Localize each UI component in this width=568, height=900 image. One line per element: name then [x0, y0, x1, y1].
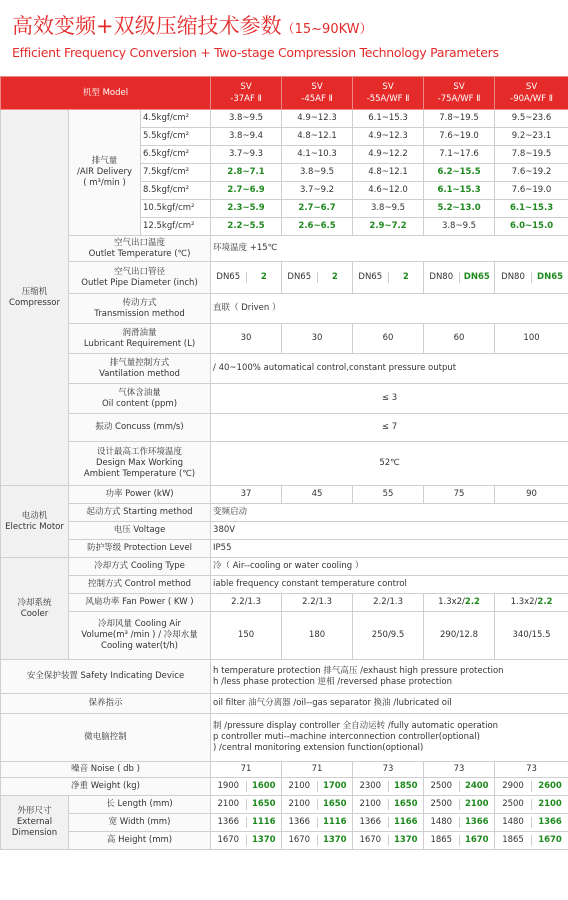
dimension-length-cell: [211, 796, 282, 814]
cooling-air-value: 180: [282, 612, 353, 660]
transmission-label: [69, 294, 211, 324]
outlet-pipe-cell-a: DN65: [358, 272, 383, 282]
air-delivery-value: 7.8~19.5: [495, 146, 568, 164]
dimension-length-cell-split: [211, 799, 281, 810]
motor-protection-label: 防护等级 Protection Level: [69, 540, 211, 558]
dimension-length-cell-b: 1650: [388, 799, 424, 810]
dimension-length-cell-b: 2100: [531, 799, 568, 810]
motor-power-value: 90: [495, 486, 568, 504]
fan-power-alt: 2.2: [464, 597, 480, 607]
cooling-air-label-line: Volume(m³ /min ) / 冷却水量: [81, 630, 198, 640]
dimension-length-cell-a: 2100: [288, 799, 311, 809]
air-delivery-value: 2.2~5.5: [211, 218, 282, 236]
air-delivery-value: 3.8~9.5: [211, 110, 282, 128]
model-column-header: [353, 77, 424, 110]
cooling-air-value: 250/9.5: [353, 612, 424, 660]
fan-power-label: 风扇功率 Fan Power ( KW ): [69, 594, 211, 612]
dimension-width-cell-b: 1166: [388, 817, 424, 828]
motor-starting-value: 变频启动: [211, 504, 568, 522]
outlet-pipe-label-line: 空气出口管径: [114, 266, 166, 277]
concuss-value: ≤ 7: [211, 414, 568, 442]
microcomputer-value-line: 制 /pressure display controller 全自动运转 /fully automatic operation: [213, 721, 499, 731]
outlet-pipe-cell-a: DN80: [501, 272, 525, 282]
outlet-pipe-cell: [353, 262, 424, 294]
transmission-label-line: 传动方式: [122, 297, 157, 308]
model-column-header-line: -90A/WF Ⅱ: [510, 94, 553, 104]
outlet-pipe-cell-split: [211, 272, 281, 283]
fan-power-value: [282, 594, 353, 612]
noise-value: 73: [353, 762, 424, 778]
dimension-length-cell: [495, 796, 568, 814]
model-column-header-line: -45AF Ⅱ: [301, 94, 333, 104]
model-column-header: [495, 77, 568, 110]
dimension-height-cell: [424, 832, 495, 850]
dimension-height-label: 高 Height (mm): [69, 832, 211, 850]
ambient-label-line: 设计最高工作环境温度: [97, 447, 183, 457]
dimension-length-cell-b: 1650: [246, 799, 282, 810]
ambient-label-line: Ambient Temperature (℃): [83, 469, 196, 479]
model-column-header: [282, 77, 353, 110]
dimension-width-cell: [353, 814, 424, 832]
dimension-width-cell-split: [495, 817, 568, 828]
dimension-height-cell-split: [424, 835, 494, 846]
weight-cell-b: 2400: [459, 781, 495, 792]
outlet-pipe-cell-split: [353, 272, 423, 283]
cooler-label-line: Cooler: [20, 608, 49, 619]
compressor-label-line: 压缩机: [21, 286, 48, 297]
air-delivery-value: 4.1~10.3: [282, 146, 353, 164]
air-delivery-value: 4.9~12.2: [353, 146, 424, 164]
lubricant-value: 100: [495, 324, 568, 354]
page-title: [12, 10, 373, 40]
air-delivery-value: 3.7~9.2: [282, 182, 353, 200]
microcomputer-value-line: ) /central monitoring extension function(optional): [213, 743, 424, 753]
dimension-width-cell-a: 1480: [430, 817, 453, 827]
cooling-type-label: 冷却方式 Cooling Type: [69, 558, 211, 576]
dimension-width-cell-a: 1366: [217, 817, 240, 827]
motor-protection-value: IP55: [211, 540, 568, 558]
pressure-cell: 8.5kgf/cm²: [141, 182, 211, 200]
maintenance-value: oil filter 油气分离器 /oil--gas separator 换油 /lubricated oil: [211, 694, 568, 714]
dimension-width-cell: [495, 814, 568, 832]
pressure-cell: 6.5kgf/cm²: [141, 146, 211, 164]
ambient-label: [69, 442, 211, 486]
motor-label: [1, 486, 69, 558]
safety-value-line: h /less phase protection 逆相 /reversed phase protection: [213, 676, 452, 687]
air-delivery-value: 6.1~15.3: [495, 200, 568, 218]
pressure-cell: 7.5kgf/cm²: [141, 164, 211, 182]
air-delivery-value: 6.2~15.5: [424, 164, 495, 182]
dimension-height-cell-a: 1865: [502, 835, 524, 845]
outlet-pipe-cell-b: DN65: [531, 272, 568, 283]
outlet-pipe-cell-split: [495, 272, 568, 283]
dimension-length-cell-a: 2100: [217, 799, 240, 809]
outlet-pipe-cell-a: DN65: [287, 272, 312, 282]
air-delivery-value: 4.9~12.3: [353, 128, 424, 146]
noise-value: 71: [282, 762, 353, 778]
air-delivery-value: 7.6~19.2: [495, 164, 568, 182]
air-delivery-value: 4.6~12.0: [353, 182, 424, 200]
air-delivery-value: 2.6~6.5: [282, 218, 353, 236]
outlet-pipe-cell: [495, 262, 568, 294]
dimension-height-cell: [282, 832, 353, 850]
air-delivery-value: 2.7~6.9: [211, 182, 282, 200]
dimension-width-cell: [211, 814, 282, 832]
dimension-height-cell: [211, 832, 282, 850]
dimension-height-cell-split: [282, 835, 352, 846]
air-delivery-value: 2.7~6.7: [282, 200, 353, 218]
title-range: （15~90KW）: [281, 22, 373, 37]
model-column-header-line: SV: [240, 82, 252, 92]
cooler-label: [1, 558, 69, 660]
cooling-air-value: 340/15.5: [495, 612, 568, 660]
dimension-width-cell: [424, 814, 495, 832]
model-column-header: [211, 77, 282, 110]
fan-power-value: [211, 594, 282, 612]
dimension-height-cell-b: 1370: [246, 835, 282, 846]
lubricant-label-line: Lubricant Requirement (L): [83, 338, 196, 349]
dimension-length-cell: [282, 796, 353, 814]
dimension-width-cell-split: [353, 817, 423, 828]
outlet-pipe-label-line: Outlet Pipe Diameter (inch): [81, 277, 198, 288]
dimension-length-cell-b: 2100: [459, 799, 495, 810]
motor-label-line: Electric Motor: [5, 521, 64, 532]
outlet-pipe-cell-split: [282, 272, 352, 283]
outlet-pipe-cell-split: [424, 272, 494, 283]
dimension-height-cell: [353, 832, 424, 850]
cooler-control-value: iable frequency constant temperature control: [211, 576, 568, 594]
outlet-temp-value: 环境温度 +15℃: [211, 236, 568, 262]
dimension-height-cell-split: [495, 835, 568, 846]
fan-power-alt: 2.2: [537, 597, 553, 607]
title-cn-text: 高效变频+双级压缩技术参数: [12, 14, 282, 38]
dimension-height-cell-b: 1370: [388, 835, 424, 846]
air-delivery-value: 4.8~12.1: [353, 164, 424, 182]
dimension-length-cell-split: [495, 799, 568, 810]
ventilation-label-line: 排气量控制方式: [109, 357, 170, 368]
air-delivery-value: 3.8~9.5: [282, 164, 353, 182]
dimension-label-line: Dimension: [11, 828, 58, 838]
model-column-header-line: SV: [453, 82, 465, 92]
ventilation-value: / 40~100% automatical control,constant pressure output: [211, 354, 568, 384]
air-delivery-value: 3.8~9.4: [211, 128, 282, 146]
weight-cell-split: [353, 781, 423, 792]
fan-power-main: 2.2/1.3: [231, 597, 261, 607]
cooling-air-value: 150: [211, 612, 282, 660]
cooling-air-value: 290/12.8: [424, 612, 495, 660]
dimension-height-cell-split: [211, 835, 281, 846]
air-delivery-value: 2.8~7.1: [211, 164, 282, 182]
weight-cell-b: 1600: [246, 781, 282, 792]
dimension-width-cell-b: 1116: [246, 817, 282, 828]
weight-cell-a: 2300: [359, 781, 382, 791]
dimension-width-cell-a: 1366: [359, 817, 382, 827]
dimension-length-cell-split: [424, 799, 494, 810]
outlet-pipe-cell-b: 2: [246, 272, 282, 283]
weight-cell-a: 2500: [430, 781, 453, 791]
motor-power-value: 37: [211, 486, 282, 504]
dimension-width-cell-split: [424, 817, 494, 828]
dimension-width-cell-a: 1366: [288, 817, 311, 827]
dimension-length-cell: [424, 796, 495, 814]
outlet-pipe-cell-a: DN65: [216, 272, 241, 282]
motor-starting-label: 起动方式 Starting method: [69, 504, 211, 522]
weight-cell-b: 1700: [317, 781, 353, 792]
dimension-width-cell-split: [282, 817, 352, 828]
air-delivery-value: 3.8~9.5: [424, 218, 495, 236]
dimension-width-cell-b: 1116: [317, 817, 353, 828]
air-delivery-value: 3.7~9.3: [211, 146, 282, 164]
dimension-length-cell-a: 2500: [430, 799, 453, 809]
cooling-air-label-line: Cooling water(t/h): [101, 641, 178, 651]
microcomputer-value-line: p controller muti--machine interconnection controller(optional): [213, 732, 480, 742]
compressor-label: [1, 110, 69, 486]
outlet-pipe-cell: [211, 262, 282, 294]
weight-cell: [495, 778, 568, 796]
dimension-height-cell-a: 1670: [359, 835, 382, 845]
lubricant-value: 60: [424, 324, 495, 354]
air-delivery-label-line: ( m³/min ): [83, 178, 126, 188]
dimension-length-cell: [353, 796, 424, 814]
weight-cell-a: 2100: [288, 781, 311, 791]
fan-power-main: 2.2/1.3: [302, 597, 332, 607]
lubricant-value: 30: [282, 324, 353, 354]
dimension-height-cell-a: 1670: [217, 835, 240, 845]
dimension-length-cell-split: [353, 799, 423, 810]
air-delivery-value: 7.8~19.5: [424, 110, 495, 128]
dimension-height-cell-split: [353, 835, 423, 846]
lubricant-label: [69, 324, 211, 354]
model-column-header-line: SV: [525, 82, 538, 92]
cooling-air-label: [69, 612, 211, 660]
outlet-pipe-cell-b: DN65: [459, 272, 495, 283]
safety-label: 安全保护装置 Safety Indicating Device: [1, 660, 211, 694]
dimension-width-cell: [282, 814, 353, 832]
fan-power-value: [424, 594, 495, 612]
oil-content-label-line: 气体含油量: [118, 387, 161, 398]
model-column-header-line: SV: [382, 82, 394, 92]
air-delivery-value: 6.0~15.0: [495, 218, 568, 236]
air-delivery-value: 9.2~23.1: [495, 128, 568, 146]
pressure-cell: 12.5kgf/cm²: [141, 218, 211, 236]
dimension-height-cell-b: 1670: [531, 835, 568, 846]
motor-power-value: 55: [353, 486, 424, 504]
dimension-label-line: 外形尺寸: [17, 806, 52, 816]
lubricant-label-line: 润滑油量: [122, 327, 157, 338]
outlet-temp-label: [69, 236, 211, 262]
motor-label-line: 电动机: [21, 510, 48, 521]
air-delivery-value: 9.5~23.6: [495, 110, 568, 128]
dimension-height-cell-b: 1370: [317, 835, 353, 846]
air-delivery-label-line: 排气量: [91, 156, 118, 166]
weight-cell-split: [211, 781, 281, 792]
microcomputer-value: [211, 714, 568, 762]
oil-content-label-line: Oil content (ppm): [101, 398, 178, 409]
outlet-pipe-label: [69, 262, 211, 294]
weight-cell-split: [424, 781, 494, 792]
model-column-header-line: -75A/WF Ⅱ: [437, 94, 481, 104]
compressor-label-line: Compressor: [9, 297, 60, 308]
motor-voltage-label: 电压 Voltage: [69, 522, 211, 540]
transmission-label-line: Transmission method: [94, 308, 185, 319]
outlet-pipe-cell: [282, 262, 353, 294]
dimension-width-cell-split: [211, 817, 281, 828]
weight-cell-split: [495, 781, 568, 792]
dimension-length-cell-b: 1650: [317, 799, 353, 810]
air-delivery-value: 4.9~12.3: [282, 110, 353, 128]
safety-value-line: h temperature protection 排气高压 /exhaust high pressure protection: [213, 665, 504, 676]
dimension-height-cell: [495, 832, 568, 850]
outlet-pipe-cell: [424, 262, 495, 294]
outlet-pipe-cell-b: 2: [388, 272, 424, 283]
dimension-width-cell-b: 1366: [531, 817, 568, 828]
air-delivery-value: 6.1~15.3: [353, 110, 424, 128]
outlet-temp-label-line: 空气出口温度: [114, 237, 166, 248]
dimension-width-label: 宽 Width (mm): [69, 814, 211, 832]
dimension-length-label: 长 Length (mm): [69, 796, 211, 814]
weight-cell: [282, 778, 353, 796]
fan-power-main: 1.3x2/: [438, 597, 465, 607]
title-block: [0, 0, 568, 76]
air-delivery-value: 2.9~7.2: [353, 218, 424, 236]
dimension-label: [1, 796, 69, 850]
air-delivery-value: 7.1~17.6: [424, 146, 495, 164]
noise-value: 71: [211, 762, 282, 778]
noise-label: 噪音 Noise ( db ): [1, 762, 211, 778]
weight-cell-a: 1900: [217, 781, 240, 791]
weight-cell-b: 1850: [388, 781, 424, 792]
oil-content-label: [69, 384, 211, 414]
air-delivery-value: 2.3~5.9: [211, 200, 282, 218]
model-column-header: [424, 77, 495, 110]
ambient-label-line: Design Max Working: [96, 458, 184, 468]
oil-content-value: ≤ 3: [211, 384, 568, 414]
spec-table: [0, 76, 568, 850]
outlet-temp-label-line: Outlet Temperature (℃): [88, 248, 191, 259]
outlet-pipe-cell-a: DN80: [429, 272, 454, 282]
dimension-height-cell-b: 1670: [459, 835, 495, 846]
weight-cell-b: 2600: [531, 781, 568, 792]
weight-cell-a: 2900: [502, 781, 524, 791]
motor-power-value: 45: [282, 486, 353, 504]
outlet-pipe-cell-b: 2: [317, 272, 353, 283]
weight-cell: [353, 778, 424, 796]
cooler-control-label: 控制方式 Control method: [69, 576, 211, 594]
air-delivery-value: 7.6~19.0: [424, 128, 495, 146]
air-delivery-label-line: /AIR Delivery: [76, 167, 133, 177]
fan-power-main: 1.3x2/: [510, 597, 538, 607]
pressure-cell: 4.5kgf/cm²: [141, 110, 211, 128]
ambient-value: 52℃: [211, 442, 568, 486]
noise-value: 73: [495, 762, 568, 778]
ventilation-label-line: Vantilation method: [99, 368, 180, 379]
dimension-height-cell-a: 1670: [288, 835, 311, 845]
weight-cell: [424, 778, 495, 796]
cooler-label-line: 冷却系统: [17, 597, 52, 608]
weight-label: 净重 Weight (kg): [1, 778, 211, 796]
cooling-type-value: 冷（ Air--cooling or water cooling ）: [211, 558, 568, 576]
lubricant-value: 60: [353, 324, 424, 354]
concuss-label: 振动 Concuss (mm/s): [69, 414, 211, 442]
model-column-header-line: SV: [311, 82, 323, 92]
pressure-cell: 5.5kgf/cm²: [141, 128, 211, 146]
dimension-label-line: External: [16, 817, 53, 827]
fan-power-value: [353, 594, 424, 612]
model-header: 机型 Model: [1, 77, 211, 110]
dimension-width-cell-a: 1480: [502, 817, 524, 827]
motor-voltage-value: 380V: [211, 522, 568, 540]
noise-value: 73: [424, 762, 495, 778]
model-column-header-line: -37AF Ⅱ: [230, 94, 262, 104]
microcomputer-label: 微电脑控制: [1, 714, 211, 762]
weight-cell: [211, 778, 282, 796]
transmission-value: 直联（ Driven ）: [211, 294, 568, 324]
air-delivery-value: 5.2~13.0: [424, 200, 495, 218]
dimension-length-cell-split: [282, 799, 352, 810]
safety-value: [211, 660, 568, 694]
fan-power-value: [495, 594, 568, 612]
air-delivery-label: [69, 110, 141, 236]
air-delivery-value: 4.8~12.1: [282, 128, 353, 146]
air-delivery-value: 3.8~9.5: [353, 200, 424, 218]
dimension-height-cell-a: 1865: [430, 835, 453, 845]
cooling-air-label-line: 冷却风量 Cooling Air: [98, 619, 181, 629]
maintenance-label: 保养指示: [1, 694, 211, 714]
weight-cell-split: [282, 781, 352, 792]
ventilation-label: [69, 354, 211, 384]
air-delivery-value: 6.1~15.3: [424, 182, 495, 200]
motor-power-value: 75: [424, 486, 495, 504]
lubricant-value: 30: [211, 324, 282, 354]
model-column-header-line: -55A/WF Ⅱ: [366, 94, 410, 104]
dimension-width-cell-b: 1366: [459, 817, 495, 828]
page-subtitle: Efficient Frequency Conversion + Two-stage Compression Technology Parameters: [12, 45, 499, 60]
motor-power-label: 功率 Power (kW): [69, 486, 211, 504]
air-delivery-value: 7.6~19.0: [495, 182, 568, 200]
fan-power-main: 2.2/1.3: [373, 597, 403, 607]
pressure-cell: 10.5kgf/cm²: [141, 200, 211, 218]
dimension-length-cell-a: 2500: [502, 799, 524, 809]
dimension-length-cell-a: 2100: [359, 799, 382, 809]
